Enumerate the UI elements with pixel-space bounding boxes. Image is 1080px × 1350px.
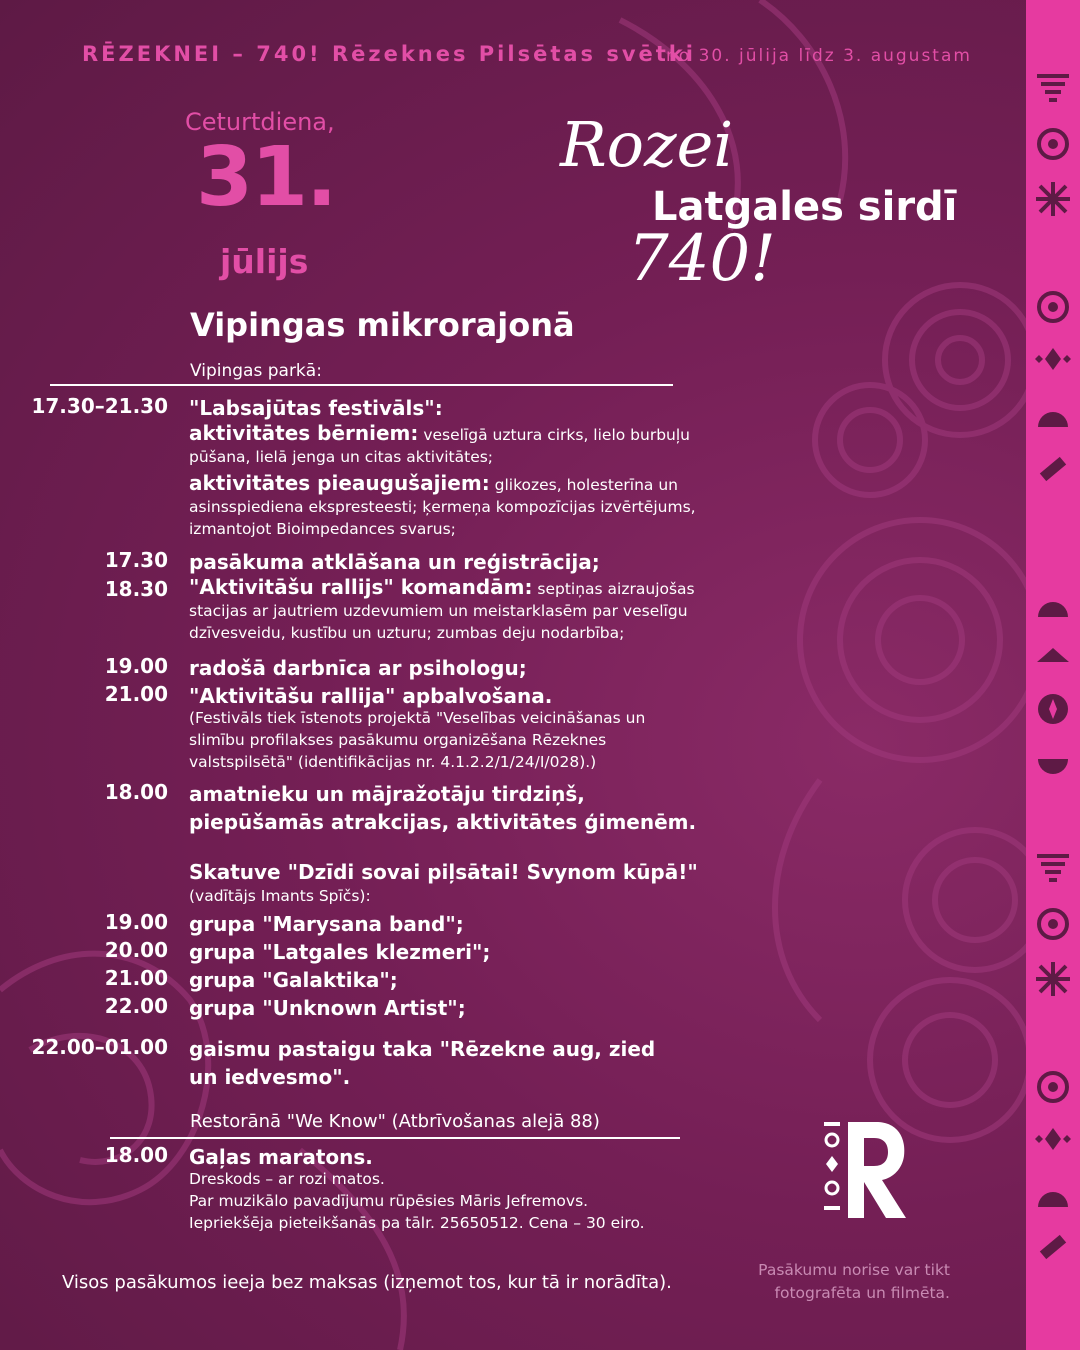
divider — [110, 1137, 680, 1139]
slogan-script-bottom: 740! — [628, 222, 776, 296]
time: 18.00 — [104, 780, 168, 804]
stage-title: Skatuve "Dzīdi sovai piļsātai! Svynom kūpā!" — [189, 860, 698, 884]
venue-park: Vipingas parkā: — [190, 361, 322, 381]
concert-title: grupa "Marysana band"; — [189, 912, 464, 936]
slogan-main: Latgales sirdī — [652, 184, 958, 230]
event-title: "Aktivitāšu rallijs" komandām: — [189, 575, 533, 599]
time: 19.00 — [104, 654, 168, 678]
event-title: pasākuma atklāšana un reģistrācija; — [189, 550, 600, 574]
stage-host: (vadītājs Imants Spīčs): — [189, 887, 371, 905]
month: jūlijs — [220, 242, 309, 281]
time: 17.30–21.30 — [31, 394, 168, 418]
ornament-bowl-icon — [1034, 745, 1072, 783]
venue-restaurant: Restorānā "We Know" (Atbrīvošanas alejā 88) — [190, 1111, 600, 1132]
time: 17.30 — [104, 548, 168, 572]
ornament-diamonds-icon — [1034, 1120, 1072, 1158]
music-info: Par muzikālo pavadījumu rūpēsies Māris Jefremovs. — [189, 1192, 589, 1210]
concert-title: grupa "Latgales klezmeri"; — [189, 940, 491, 964]
ornament-sun-icon — [1034, 1175, 1072, 1213]
time: 20.00 — [104, 938, 168, 962]
ornament-bar-icon — [1034, 450, 1072, 488]
event-description — [189, 576, 699, 644]
ornament-sun-icon — [1034, 585, 1072, 623]
dress-code: Dreskods – ar rozi matos. — [189, 1170, 385, 1188]
registration-info: Iepriekšēja pieteikšanās pa tālr. 25650512. Cena – 30 eiro. — [189, 1214, 645, 1232]
city-logo-icon — [818, 1118, 912, 1222]
event-title: radošā darbnīca ar psihologu; — [189, 656, 527, 680]
event-details — [189, 1168, 709, 1234]
day-number: 31. — [196, 130, 336, 225]
ornament-bar-icon — [1034, 1228, 1072, 1266]
divider — [50, 384, 673, 386]
event-description — [189, 422, 699, 468]
time: 18.00 — [104, 1143, 168, 1167]
time: 22.00–01.00 — [31, 1035, 168, 1059]
ornament-sun-icon — [1034, 395, 1072, 433]
ornament-circle-icon — [1034, 690, 1072, 728]
ornament-circle-icon — [1034, 125, 1072, 163]
event-note: (Festivāls tiek īstenots projektā "Veselības veicināšanas un slimību profilakses pasākumu organizēšana Rēzeknes valstspilsētā" (identifikācijas nr. 4.1.2.2/1/24/I/028).) — [189, 709, 646, 771]
slogan-script-top: Rozei — [560, 108, 734, 181]
ornament-circle-icon — [1034, 288, 1072, 326]
subitem-title: aktivitātes bērniem: — [189, 421, 419, 445]
ornament-lines-icon — [1034, 850, 1072, 888]
ornament-diamonds-icon — [1034, 340, 1072, 378]
subitem-title: aktivitātes pieaugušajiem: — [189, 471, 490, 495]
weekday: Ceturtdiena, — [185, 108, 335, 136]
concert-title: grupa "Galaktika"; — [189, 968, 398, 992]
time: 19.00 — [104, 910, 168, 934]
ornament-star-icon — [1034, 960, 1072, 998]
event-title: "Labsajūtas festivāls": — [189, 396, 443, 420]
ornament-star-icon — [1034, 180, 1072, 218]
event-title: "Aktivitāšu rallija" apbalvošana. — [189, 684, 553, 708]
event-text: septiņas aizraujošas stacijas ar jautriem uzdevumiem un meistarklasēm par veselīgu dzīvesveidu, kustību un uzturu; zumbas deju nodarbība; — [189, 580, 695, 642]
festival-title: RĒZEKNEI – 740! Rēzeknes Pilsētas svētki — [82, 42, 696, 66]
ornament-lines-icon — [1034, 70, 1072, 108]
festival-dates: no 30. jūlija līdz 3. augustam — [666, 46, 972, 66]
subitem-text: glikozes, holesterīna un asinsspiediena ekspresteesti; ķermeņa kompozīcijas izvērtējums, izmantojot Bioimpedances svarus; — [189, 476, 696, 538]
time: 21.00 — [104, 682, 168, 706]
ornament-circle-icon — [1034, 905, 1072, 943]
concert-title: grupa "Unknown Artist"; — [189, 996, 466, 1020]
ornament-circle-icon — [1034, 1068, 1072, 1106]
free-entry-note: Visos pasākumos ieeja bez maksas (izņemot tos, kur tā ir norādīta). — [62, 1272, 672, 1293]
photo-notice: Pasākumu norise var tikt fotografēta un filmēta. — [758, 1261, 950, 1302]
event-title: Gaļas maratons. — [189, 1145, 373, 1169]
event-description — [189, 472, 699, 540]
ornament-hat-icon — [1034, 638, 1072, 676]
time: 18.30 — [104, 577, 168, 601]
time: 22.00 — [104, 994, 168, 1018]
subitem-text: veselīgā uztura cirks, lielo burbuļu pūšana, lielā jenga un citas aktivitātes; — [189, 426, 690, 466]
event-title: gaismu pastaigu taka "Rēzekne aug, zied un iedvesmo". — [189, 1037, 656, 1089]
location-title: Vipingas mikrorajonā — [190, 306, 575, 344]
event-title: amatnieku un mājražotāju tirdziņš, piepūšamās atrakcijas, aktivitātes ģimenēm. — [189, 782, 697, 834]
time: 21.00 — [104, 966, 168, 990]
